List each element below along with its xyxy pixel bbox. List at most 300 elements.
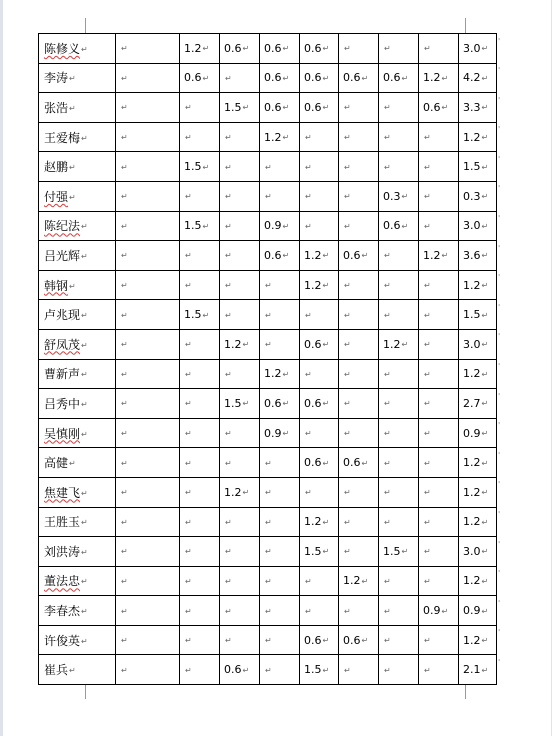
paragraph-mark: ↵: [344, 162, 351, 172]
value-cell[interactable]: [260, 122, 300, 152]
value-cell[interactable]: [339, 122, 379, 152]
total-cell[interactable]: [459, 300, 497, 330]
name-cell[interactable]: [39, 507, 116, 537]
value-cell[interactable]: [379, 122, 419, 152]
total-cell[interactable]: [459, 63, 497, 93]
value-cell[interactable]: [260, 63, 300, 93]
name-cell[interactable]: [39, 34, 116, 64]
paragraph-mark: ↵: [265, 281, 272, 291]
value-cell[interactable]: [116, 122, 180, 152]
value-cell[interactable]: [260, 34, 300, 64]
total-cell[interactable]: [459, 211, 497, 241]
name-cell[interactable]: [39, 418, 116, 448]
value-cell[interactable]: [379, 152, 419, 182]
value-cell[interactable]: [339, 152, 379, 182]
value-cell[interactable]: [379, 359, 419, 389]
paragraph-mark: ↵: [242, 399, 250, 409]
paragraph-mark: ↵: [344, 221, 351, 231]
paragraph-mark: ↵: [361, 636, 369, 646]
value-cell[interactable]: [339, 507, 379, 537]
value-cell[interactable]: [116, 507, 180, 537]
total-cell[interactable]: [459, 537, 497, 567]
row-end-mark: ': [498, 598, 501, 608]
value-cell[interactable]: [220, 655, 260, 685]
value-cell[interactable]: [419, 152, 459, 182]
total-cell[interactable]: [459, 122, 497, 152]
paragraph-mark: ↵: [185, 517, 192, 527]
value-cell[interactable]: [260, 93, 300, 123]
value-cell[interactable]: [339, 566, 379, 596]
value-cell[interactable]: [339, 477, 379, 507]
name-cell[interactable]: [39, 537, 116, 567]
value-cell[interactable]: [180, 566, 220, 596]
value-cell[interactable]: [379, 34, 419, 64]
value-cell[interactable]: [339, 389, 379, 419]
value-cell[interactable]: [220, 477, 260, 507]
value-cell[interactable]: [379, 329, 419, 359]
value-cell[interactable]: [180, 93, 220, 123]
value-cell[interactable]: [339, 181, 379, 211]
person-name: 陈纪法: [44, 219, 81, 234]
value-cell[interactable]: [116, 448, 180, 478]
value-cell[interactable]: [379, 477, 419, 507]
value-cell[interactable]: [220, 63, 260, 93]
value-cell[interactable]: [116, 63, 180, 93]
value-cell[interactable]: [300, 122, 339, 152]
value-cell[interactable]: [180, 477, 220, 507]
value-cell[interactable]: [260, 418, 300, 448]
total-cell[interactable]: [459, 181, 497, 211]
total-cell[interactable]: [459, 596, 497, 626]
table-row: [39, 63, 497, 93]
person-name: 王爱梅: [44, 130, 81, 145]
value-cell[interactable]: [260, 389, 300, 419]
value-cell[interactable]: [339, 241, 379, 271]
paragraph-mark: ↵: [481, 44, 489, 54]
total-cell[interactable]: [459, 270, 497, 300]
row-end-mark: ': [498, 243, 501, 253]
value-cell[interactable]: [419, 359, 459, 389]
value-cell[interactable]: [379, 241, 419, 271]
name-cell[interactable]: [39, 93, 116, 123]
paragraph-mark: ↵: [322, 44, 330, 54]
value-cell[interactable]: [300, 566, 339, 596]
name-cell[interactable]: [39, 566, 116, 596]
paragraph-mark: ↵: [481, 488, 489, 498]
table-row: [39, 181, 497, 211]
table-row: [39, 122, 497, 152]
value-cell[interactable]: [220, 300, 260, 330]
value-cell[interactable]: [260, 566, 300, 596]
value-cell[interactable]: [379, 63, 419, 93]
value-cell[interactable]: [220, 270, 260, 300]
value-cell[interactable]: [180, 241, 220, 271]
value-cell[interactable]: [300, 389, 339, 419]
cell-value: 0.9: [264, 219, 282, 233]
value-cell[interactable]: [379, 418, 419, 448]
paragraph-mark: ↵: [81, 399, 88, 409]
value-cell[interactable]: [180, 359, 220, 389]
cell-value: 3.0: [463, 544, 481, 558]
total-cell[interactable]: [459, 507, 497, 537]
value-cell[interactable]: [419, 329, 459, 359]
total-cell[interactable]: [459, 329, 497, 359]
paragraph-mark: ↵: [481, 310, 489, 320]
value-cell[interactable]: [180, 418, 220, 448]
row-end-mark: ': [498, 36, 501, 46]
paragraph-mark: ↵: [344, 103, 351, 113]
value-cell[interactable]: [419, 241, 459, 271]
paragraph-mark: ↵: [225, 429, 232, 439]
total-cell[interactable]: [459, 359, 497, 389]
name-cell[interactable]: [39, 152, 116, 182]
table-row: [39, 211, 497, 241]
value-cell[interactable]: [419, 655, 459, 685]
paragraph-mark: ↵: [481, 429, 489, 439]
cell-value: 0.6: [184, 71, 202, 85]
paragraph-mark: ↵: [69, 192, 76, 202]
value-cell[interactable]: [116, 211, 180, 241]
value-cell[interactable]: [180, 34, 220, 64]
value-cell[interactable]: [419, 418, 459, 448]
value-cell[interactable]: [260, 477, 300, 507]
value-cell[interactable]: [116, 359, 180, 389]
value-cell[interactable]: [220, 329, 260, 359]
value-cell[interactable]: [300, 211, 339, 241]
table-row: [39, 389, 497, 419]
paragraph-mark: ↵: [185, 251, 192, 261]
name-cell[interactable]: [39, 270, 116, 300]
table-row: [39, 34, 497, 64]
value-cell[interactable]: [379, 655, 419, 685]
cell-value: 0.6: [264, 100, 282, 114]
value-cell[interactable]: [220, 596, 260, 626]
value-cell[interactable]: [300, 241, 339, 271]
value-cell[interactable]: [116, 329, 180, 359]
value-cell[interactable]: [300, 418, 339, 448]
name-cell[interactable]: [39, 477, 116, 507]
value-cell[interactable]: [116, 93, 180, 123]
paragraph-mark: ↵: [401, 547, 409, 557]
person-name: 崔兵: [44, 663, 69, 678]
value-cell[interactable]: [419, 181, 459, 211]
paragraph-mark: ↵: [265, 606, 272, 616]
paragraph-mark: ↵: [185, 103, 192, 113]
value-cell[interactable]: [419, 389, 459, 419]
name-cell[interactable]: [39, 211, 116, 241]
value-cell[interactable]: [180, 122, 220, 152]
value-cell[interactable]: [260, 300, 300, 330]
value-cell[interactable]: [300, 359, 339, 389]
total-cell[interactable]: [459, 241, 497, 271]
value-cell[interactable]: [339, 359, 379, 389]
value-cell[interactable]: [300, 625, 339, 655]
value-cell[interactable]: [339, 34, 379, 64]
paragraph-mark: ↵: [202, 162, 210, 172]
paragraph-mark: ↵: [121, 310, 128, 320]
value-cell[interactable]: [300, 181, 339, 211]
name-cell[interactable]: [39, 63, 116, 93]
value-cell[interactable]: [116, 241, 180, 271]
value-cell[interactable]: [180, 596, 220, 626]
paragraph-mark: ↵: [481, 369, 489, 379]
paragraph-mark: ↵: [225, 162, 232, 172]
value-cell[interactable]: [116, 596, 180, 626]
paragraph-mark: ↵: [424, 369, 431, 379]
value-cell[interactable]: [379, 181, 419, 211]
value-cell[interactable]: [116, 418, 180, 448]
row-end-mark: ': [498, 480, 501, 490]
value-cell[interactable]: [419, 270, 459, 300]
value-cell[interactable]: [116, 300, 180, 330]
value-cell[interactable]: [339, 63, 379, 93]
cell-value: 0.6: [383, 71, 401, 85]
value-cell[interactable]: [220, 507, 260, 537]
hours-table[interactable]: [38, 33, 497, 685]
value-cell[interactable]: [220, 359, 260, 389]
value-cell[interactable]: [180, 152, 220, 182]
value-cell[interactable]: [300, 537, 339, 567]
value-cell[interactable]: [339, 448, 379, 478]
value-cell[interactable]: [180, 181, 220, 211]
value-cell[interactable]: [260, 655, 300, 685]
value-cell[interactable]: [419, 34, 459, 64]
cell-value: 0.6: [304, 456, 322, 470]
name-cell[interactable]: [39, 300, 116, 330]
cell-value: 1.2: [463, 515, 481, 529]
value-cell[interactable]: [260, 152, 300, 182]
value-cell[interactable]: [379, 566, 419, 596]
value-cell[interactable]: [339, 93, 379, 123]
name-cell[interactable]: [39, 181, 116, 211]
paragraph-mark: ↵: [424, 517, 431, 527]
value-cell[interactable]: [220, 152, 260, 182]
value-cell[interactable]: [116, 389, 180, 419]
value-cell[interactable]: [419, 625, 459, 655]
total-cell[interactable]: [459, 625, 497, 655]
value-cell[interactable]: [180, 300, 220, 330]
value-cell[interactable]: [419, 63, 459, 93]
value-cell[interactable]: [419, 448, 459, 478]
paragraph-mark: ↵: [185, 192, 192, 202]
value-cell[interactable]: [300, 152, 339, 182]
name-cell[interactable]: [39, 241, 116, 271]
name-cell[interactable]: [39, 329, 116, 359]
value-cell[interactable]: [116, 537, 180, 567]
value-cell[interactable]: [419, 93, 459, 123]
paragraph-mark: ↵: [344, 399, 351, 409]
cell-value: 0.6: [224, 663, 242, 677]
value-cell[interactable]: [260, 507, 300, 537]
value-cell[interactable]: [339, 655, 379, 685]
paragraph-mark: ↵: [401, 221, 409, 231]
value-cell[interactable]: [116, 34, 180, 64]
value-cell[interactable]: [379, 300, 419, 330]
paragraph-mark: ↵: [481, 162, 489, 172]
value-cell[interactable]: [419, 537, 459, 567]
value-cell[interactable]: [379, 596, 419, 626]
name-cell[interactable]: [39, 596, 116, 626]
name-cell[interactable]: [39, 448, 116, 478]
value-cell[interactable]: [180, 507, 220, 537]
value-cell[interactable]: [300, 596, 339, 626]
paragraph-mark: ↵: [69, 281, 76, 291]
value-cell[interactable]: [220, 566, 260, 596]
total-cell[interactable]: [459, 477, 497, 507]
total-cell[interactable]: [459, 448, 497, 478]
value-cell[interactable]: [260, 359, 300, 389]
value-cell[interactable]: [260, 329, 300, 359]
paragraph-mark: ↵: [424, 340, 431, 350]
value-cell[interactable]: [419, 477, 459, 507]
value-cell[interactable]: [116, 625, 180, 655]
value-cell[interactable]: [300, 655, 339, 685]
value-cell[interactable]: [419, 596, 459, 626]
value-cell[interactable]: [260, 241, 300, 271]
value-cell[interactable]: [220, 418, 260, 448]
value-cell[interactable]: [300, 300, 339, 330]
value-cell[interactable]: [419, 300, 459, 330]
table-row: [39, 418, 497, 448]
value-cell[interactable]: [116, 270, 180, 300]
value-cell[interactable]: [220, 34, 260, 64]
total-cell[interactable]: [459, 152, 497, 182]
value-cell[interactable]: [260, 448, 300, 478]
value-cell[interactable]: [339, 300, 379, 330]
paragraph-mark: ↵: [225, 133, 232, 143]
paragraph-mark: ↵: [185, 606, 192, 616]
row-end-mark: ': [498, 125, 501, 135]
total-cell[interactable]: [459, 418, 497, 448]
table-row: [39, 241, 497, 271]
value-cell[interactable]: [260, 181, 300, 211]
paragraph-mark: ↵: [322, 547, 330, 557]
total-cell[interactable]: [459, 655, 497, 685]
value-cell[interactable]: [300, 93, 339, 123]
row-end-mark: ': [498, 569, 501, 579]
value-cell[interactable]: [116, 655, 180, 685]
value-cell[interactable]: [379, 93, 419, 123]
value-cell[interactable]: [300, 270, 339, 300]
value-cell[interactable]: [180, 329, 220, 359]
value-cell[interactable]: [260, 537, 300, 567]
value-cell[interactable]: [379, 507, 419, 537]
paragraph-mark: ↵: [322, 281, 330, 291]
name-cell[interactable]: [39, 359, 116, 389]
paragraph-mark: ↵: [424, 133, 431, 143]
value-cell[interactable]: [339, 329, 379, 359]
value-cell[interactable]: [220, 181, 260, 211]
cell-value: 2.1: [463, 663, 481, 677]
value-cell[interactable]: [180, 389, 220, 419]
value-cell[interactable]: [339, 537, 379, 567]
cell-value: 0.6: [343, 248, 361, 262]
value-cell[interactable]: [300, 477, 339, 507]
name-cell[interactable]: [39, 625, 116, 655]
name-cell[interactable]: [39, 655, 116, 685]
value-cell[interactable]: [260, 596, 300, 626]
value-cell[interactable]: [116, 152, 180, 182]
paragraph-mark: ↵: [81, 577, 88, 587]
value-cell[interactable]: [260, 211, 300, 241]
value-cell[interactable]: [116, 181, 180, 211]
value-cell[interactable]: [379, 211, 419, 241]
paragraph-mark: ↵: [305, 162, 312, 172]
paragraph-mark: ↵: [225, 606, 232, 616]
cell-value: 1.2: [463, 130, 481, 144]
total-cell[interactable]: [459, 566, 497, 596]
paragraph-mark: ↵: [344, 192, 351, 202]
value-cell[interactable]: [220, 122, 260, 152]
value-cell[interactable]: [116, 477, 180, 507]
crop-mark-top-left: [85, 18, 86, 33]
value-cell[interactable]: [180, 270, 220, 300]
value-cell[interactable]: [260, 625, 300, 655]
paragraph-mark: ↵: [185, 399, 192, 409]
value-cell[interactable]: [220, 448, 260, 478]
person-name: 张浩: [44, 100, 69, 115]
value-cell[interactable]: [379, 537, 419, 567]
value-cell[interactable]: [180, 63, 220, 93]
value-cell[interactable]: [419, 122, 459, 152]
value-cell[interactable]: [419, 566, 459, 596]
value-cell[interactable]: [339, 270, 379, 300]
paragraph-mark: ↵: [242, 340, 250, 350]
value-cell[interactable]: [220, 537, 260, 567]
paragraph-mark: ↵: [322, 458, 330, 468]
value-cell[interactable]: [220, 241, 260, 271]
value-cell[interactable]: [339, 211, 379, 241]
value-cell[interactable]: [339, 625, 379, 655]
value-cell[interactable]: [220, 211, 260, 241]
value-cell[interactable]: [300, 63, 339, 93]
value-cell[interactable]: [220, 625, 260, 655]
paragraph-mark: ↵: [384, 399, 391, 409]
value-cell[interactable]: [180, 655, 220, 685]
value-cell[interactable]: [339, 596, 379, 626]
value-cell[interactable]: [220, 389, 260, 419]
total-cell[interactable]: [459, 34, 497, 64]
value-cell[interactable]: [300, 34, 339, 64]
cell-value: 1.5: [383, 544, 401, 558]
total-cell[interactable]: [459, 389, 497, 419]
value-cell[interactable]: [180, 625, 220, 655]
cell-value: 0.6: [264, 41, 282, 55]
value-cell[interactable]: [379, 625, 419, 655]
paragraph-mark: ↵: [265, 458, 272, 468]
cell-value: 0.6: [343, 456, 361, 470]
value-cell[interactable]: [419, 211, 459, 241]
total-cell[interactable]: [459, 93, 497, 123]
value-cell[interactable]: [180, 537, 220, 567]
value-cell[interactable]: [379, 389, 419, 419]
value-cell[interactable]: [180, 211, 220, 241]
value-cell[interactable]: [300, 507, 339, 537]
value-cell[interactable]: [180, 448, 220, 478]
value-cell[interactable]: [379, 448, 419, 478]
value-cell[interactable]: [379, 270, 419, 300]
value-cell[interactable]: [260, 270, 300, 300]
value-cell[interactable]: [220, 93, 260, 123]
value-cell[interactable]: [300, 448, 339, 478]
value-cell[interactable]: [339, 418, 379, 448]
paragraph-mark: ↵: [344, 606, 351, 616]
name-cell[interactable]: [39, 389, 116, 419]
value-cell[interactable]: [419, 507, 459, 537]
value-cell[interactable]: [300, 329, 339, 359]
value-cell[interactable]: [116, 566, 180, 596]
name-cell[interactable]: [39, 122, 116, 152]
